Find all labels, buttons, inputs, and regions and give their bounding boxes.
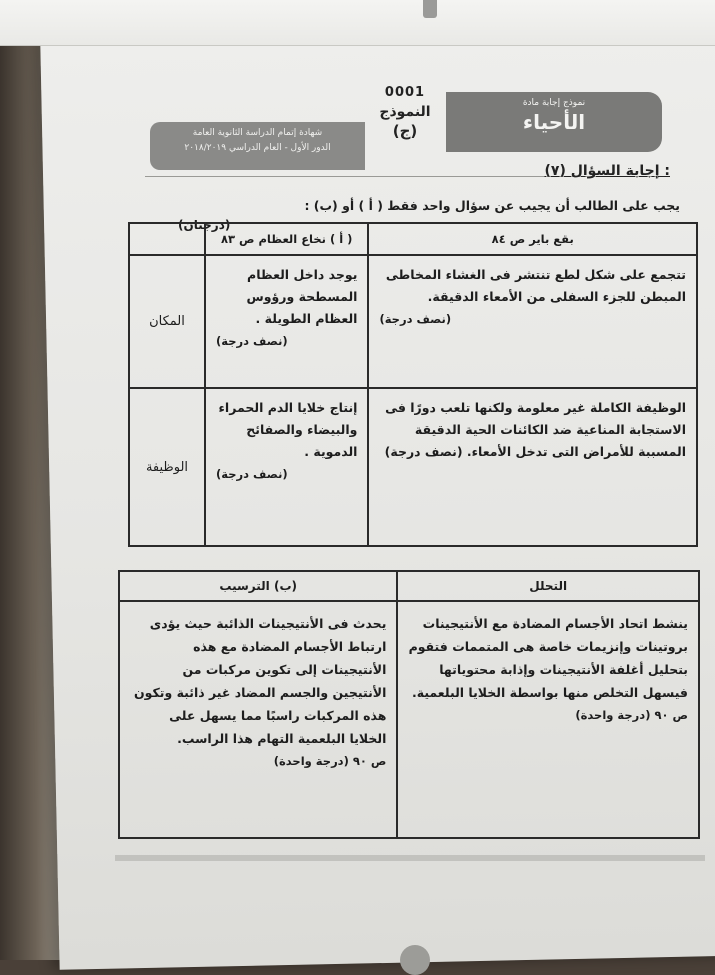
subject-subtitle: نموذج إجابة مادة (522, 98, 586, 108)
table-row (119, 601, 699, 838)
instruction-text: يجب على الطالب أن يجيب عن سؤال واحد فقط ( أ ) أو (ب) : (304, 198, 680, 213)
certificate-header (150, 122, 365, 170)
table-b-col-b: التحلل (397, 571, 699, 601)
certificate-title: شهادة إتمام الدراسة الثانوية العامة (192, 128, 323, 138)
cell-text: يحدث فى الأنتيجينات الذائبة حيث يؤدى ارتباط الأجسام المضادة مع هذه الأنتيجينات إلى تكوين مركبات من الأنتيجين والجسم المضاد غير ذائبة وتكون هذه المركبات راسبًا مما يسهل على الخلايا البلعمية التهام هذا الراسب. (133, 616, 387, 746)
model-box (365, 85, 445, 165)
answer-title: إجابة السؤال (٧) : (544, 163, 670, 179)
table-cell (119, 601, 397, 838)
table-cell (397, 601, 699, 838)
table-b-col-a: (ب) الترسيب (119, 571, 397, 601)
exam-session: الدور الأول - العام الدراسي ٢٠١٨/٢٠١٩ (184, 143, 331, 153)
cell-mark: (نصف درجة) (216, 467, 288, 481)
footer-band (115, 855, 705, 861)
cell-text: تتجمع على شكل لطع تنتشر فى الغشاء المخاطى المبطن للجزء السفلى من الأمعاء الدقيقة. (385, 267, 686, 304)
cell-text: الوظيفة الكاملة غير معلومة ولكنها تلعب دورًا فى الاستجابة المناعية ضد الكائنات الحية الدقيقة المسببة للأمراض التى تدخل الأمعاء. (نصف درجة) (384, 400, 686, 459)
table-cell (368, 255, 697, 388)
top-sheet-edge (0, 0, 715, 46)
table-cell (205, 388, 368, 546)
table-a-col-a: ( أ ) نخاع العظام ص ٨٣ (205, 223, 368, 255)
page-reference: ص ٩٠ (درجة واحدة) (273, 754, 387, 768)
table-b-header (119, 571, 699, 601)
marks-label: (درجتان) (178, 218, 231, 232)
model-label: النموذج (379, 104, 431, 120)
cell-mark: (نصف درجة) (216, 334, 288, 348)
model-letter: (ج) (392, 122, 418, 140)
table-row (129, 255, 697, 388)
model-code: 0001 (384, 85, 426, 100)
page-reference: ص ٩٠ (درجة واحدة) (575, 708, 688, 722)
binder-clip-icon (423, 0, 437, 18)
table-cell (368, 388, 697, 546)
table-a-corner (129, 223, 205, 255)
table-a-col-b: بقع باير ص ٨٤ (368, 223, 697, 255)
subject-title: الأحياء (522, 110, 586, 134)
cell-mark: (نصف درجة) (379, 312, 452, 326)
cell-text: إنتاج خلايا الدم الحمراء والبيضاء والصفائح الدموية . (218, 400, 358, 459)
table-cell (205, 255, 368, 388)
row-label: الوظيفة (129, 388, 205, 546)
punch-hole-icon (400, 945, 430, 975)
comparison-table-a (128, 222, 698, 547)
row-label: المكان (129, 255, 205, 388)
cell-text: يوجد داخل العظام المسطحة ورؤوس العظام الطويلة . (246, 267, 358, 326)
instruction (140, 198, 680, 232)
table-row (129, 388, 697, 546)
cell-text: ينشط اتحاد الأجسام المضادة مع الأنتيجينات بروتينات وإنزيمات خاصة هى المتممات فتقوم بتحليل أغلفة الأنتيجينات وإذابة محتوياتها فيسهل التخلص منها بواسطة الخلايا البلعمية. (408, 616, 688, 700)
comparison-table-b (118, 570, 700, 839)
table-a-header (129, 223, 697, 255)
subject-header (446, 92, 662, 152)
